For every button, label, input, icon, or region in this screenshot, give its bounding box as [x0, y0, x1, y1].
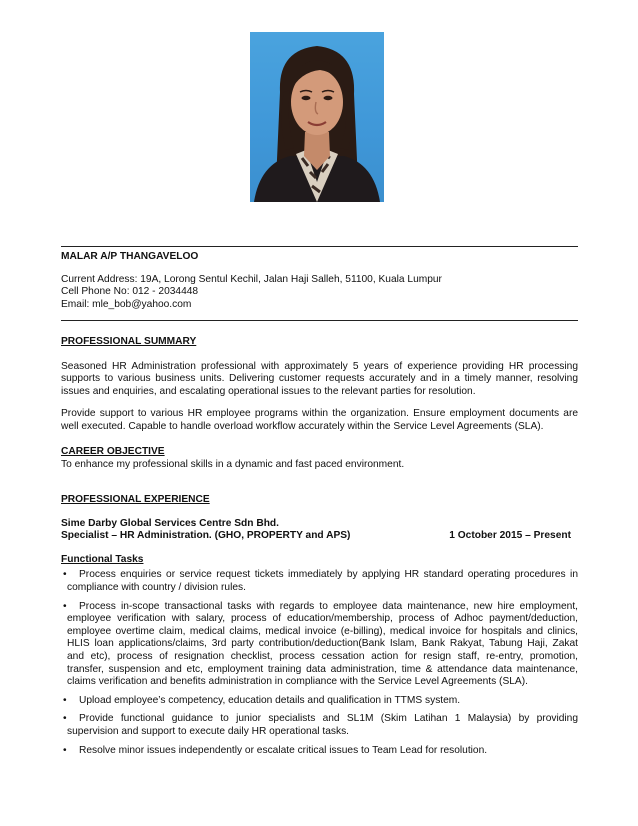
bullet-icon: •: [63, 744, 67, 756]
experience-heading: PROFESSIONAL EXPERIENCE: [61, 494, 210, 505]
summary-line: well executed. Capable to handle overload workflow accurately within the Service Level Agreements (SLA).: [61, 420, 544, 432]
contact-block: [61, 251, 578, 311]
objective-section: [61, 446, 578, 471]
task-line: and etc), process of resignation checklist, process cessation action for resign staff, re-entry, promotion,: [67, 650, 578, 662]
candidate-name: MALAR A/P THANGAVELOO: [61, 251, 199, 262]
bullet-icon: •: [63, 694, 67, 706]
role-row: [61, 530, 571, 543]
experience-section: [61, 494, 578, 757]
summary-line: Seasoned HR Administration professional with approximately 5 years of experience providing HR processing: [61, 360, 578, 372]
task-line: compliance with country / division rules.: [67, 581, 246, 593]
top-divider: [61, 246, 578, 247]
phone-line: Cell Phone No: 012 - 2034448: [61, 286, 199, 298]
task-item: [61, 695, 578, 708]
address-line: Current Address: 19A, Lorong Sentul Kechil, Jalan Haji Salleh, 51100, Kuala Lumpur: [61, 273, 442, 285]
task-line: supervision and support to execute daily HR operational tasks.: [67, 725, 350, 737]
summary-heading: PROFESSIONAL SUMMARY: [61, 336, 197, 347]
task-item: [61, 745, 578, 758]
task-line: Process in-scope transactional tasks with regards to employee data maintenance, new hire employment,: [79, 600, 578, 612]
summary-line: Provide support to various HR employee programs within the organization. Ensure employment documents are: [61, 408, 578, 420]
task-item: [61, 569, 578, 594]
profile-photo: [250, 32, 384, 202]
task-item: [61, 713, 578, 738]
task-line: Resolve minor issues independently or escalate critical issues to Team Lead for resolution.: [79, 744, 488, 756]
task-line: employee verification with salary, process of education/membership, process of Adhoc payment/deduction,: [67, 613, 578, 625]
task-item: [61, 601, 578, 689]
task-line: transfer, suspension and etc, employment training data administration, time & attendance data maintenance,: [67, 663, 578, 675]
task-line: Process enquiries or service request tickets immediately by applying HR standard operating procedures in: [79, 569, 578, 581]
objective-heading: CAREER OBJECTIVE: [61, 446, 165, 457]
summary-section: [61, 336, 578, 434]
task-line: HLIS loan applications/claims, 3rd party contribution/deduction(Bank Islam, Bank Rakyat, Tabung Haji, Zakat: [67, 638, 578, 650]
bullet-icon: •: [63, 569, 67, 581]
tasks-heading: Functional Tasks: [61, 553, 144, 565]
portrait-illustration: [250, 32, 384, 202]
objective-text: To enhance my professional skills in a dynamic and fast paced environment.: [61, 458, 405, 470]
task-line: claims verification and benefits administration in compliance with the Service Level Agreements (SLA).: [67, 676, 528, 688]
mid-divider: [61, 320, 578, 321]
task-line: employee overtime claim, medical claims, medical invoice (e-billing), medical invoice for hospitals and clinics,: [67, 625, 578, 637]
role-period: 1 October 2015 – Present: [449, 530, 571, 542]
company-name: Sime Darby Global Services Centre Sdn Bhd.: [61, 517, 279, 529]
tasks-list: [61, 569, 578, 757]
summary-line: issues and enquiries, and escalating operational issues to the relevant parties for resolution.: [61, 385, 476, 397]
summary-line: supports to various business units. Delivering customer requests accurately and in a timely manner, resolving: [61, 373, 578, 385]
role-title: Specialist – HR Administration. (GHO, PROPERTY and APS): [61, 530, 351, 542]
bullet-icon: •: [63, 713, 67, 725]
task-line: Upload employee’s competency, education details and qualification in TTMS system.: [79, 694, 461, 706]
email-line: Email: mle_bob@yahoo.com: [61, 298, 192, 310]
bullet-icon: •: [63, 600, 67, 612]
task-line: Provide functional guidance to junior specialists and SL1M (Skim Latihan 1 Malaysia) by providing: [79, 713, 578, 725]
